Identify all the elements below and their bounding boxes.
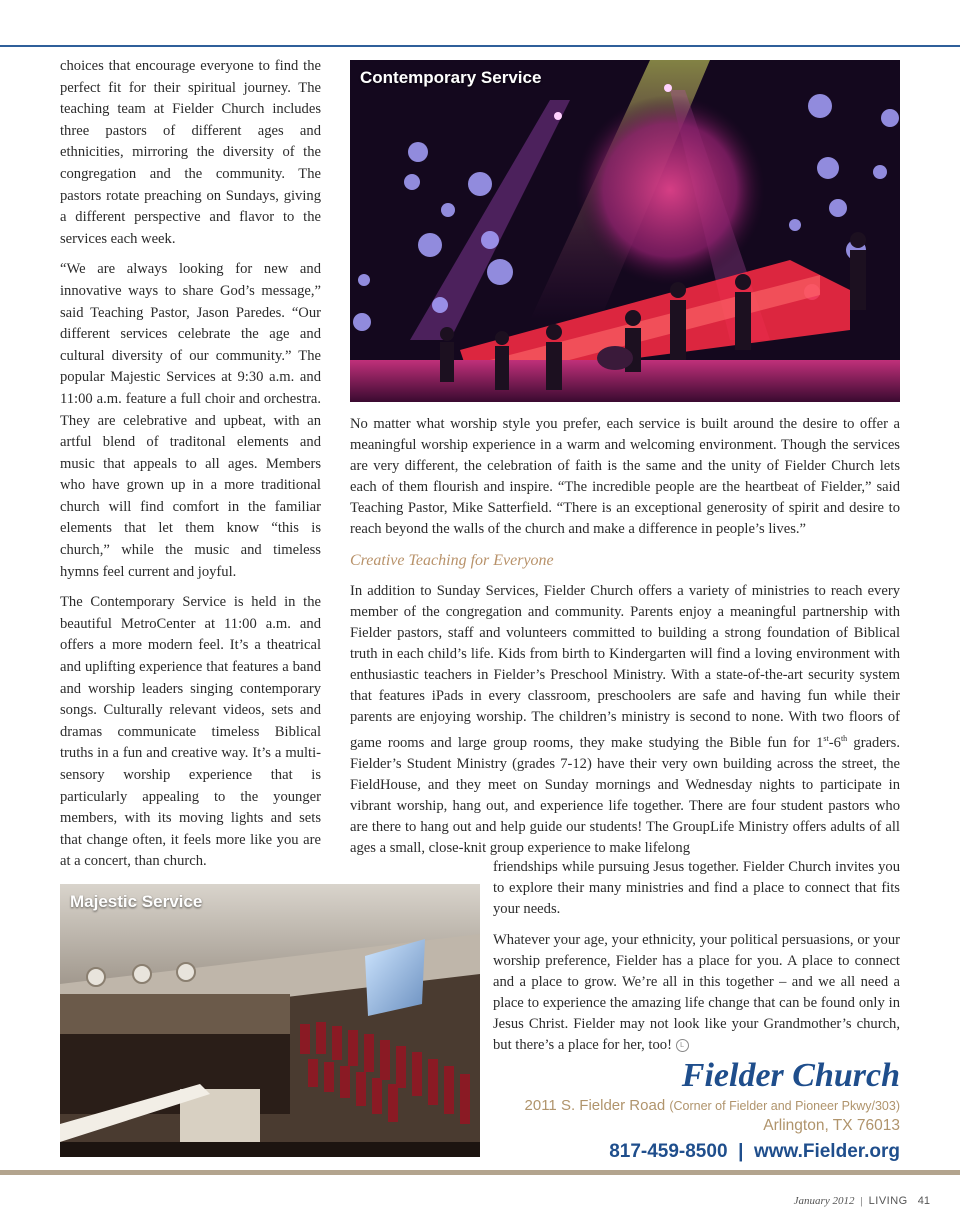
church-name: Fielder Church bbox=[681, 1057, 900, 1094]
church-city: Arlington, TX 76013 bbox=[763, 1117, 900, 1134]
bottom-rule bbox=[0, 1170, 960, 1175]
contemporary-service-photo bbox=[350, 60, 900, 402]
ministries-text-b: graders. Fielder’s Student Ministry (grades 7-12) have their very own building across the street, the FieldHouse, and they meet on Sunday mornings and Wednesday nights to participate in vibrant worship, hang out, and experience life together. There are four student pastors who are there to hang out and help guide our students! The GroupLife Ministry offers adults of all ages a small, close-knit group experience to make lifelong bbox=[350, 734, 900, 856]
superscript-st: st bbox=[823, 734, 829, 743]
closing-text: Whatever your age, your ethnicity, your political persuasions, or your worship preference, Fielder has a place for you. A place to connect and a place to grow. We’re all in this together – and we all need a place to experience the amazing life change that can be found only in Jesus Christ. Fielder may not look like your Grandmother’s church, but there’s a place for her, too! bbox=[493, 932, 900, 1053]
page-footer bbox=[794, 1195, 930, 1207]
ministries-paragraph bbox=[350, 581, 900, 859]
grade-separator: -6 bbox=[828, 734, 841, 751]
top-rule bbox=[0, 45, 960, 47]
concert-stage-illustration bbox=[350, 60, 900, 402]
street-address: 2011 S. Fielder Road bbox=[524, 1097, 666, 1114]
page-number: 41 bbox=[917, 1195, 930, 1207]
sanctuary-choir-illustration bbox=[60, 884, 480, 1157]
footer-separator: | bbox=[860, 1195, 863, 1207]
superscript-th: th bbox=[840, 734, 848, 743]
majestic-photo-caption: Majestic Service bbox=[70, 892, 203, 911]
phone-and-website: 817-459-8500 | www.Fielder.org bbox=[609, 1141, 900, 1162]
end-mark-icon: L bbox=[676, 1039, 689, 1052]
left-paragraph-2: “We are always looking for new and innovative ways to share God’s message,” said Teaching Pastor, Jason Paredes. “Our different services celebrate the age and cultural diversity of our community.” The popular Majestic Services at 9:30 a.m. and 11:00 a.m. feature a full choir and orchestra. They are celebrative and upbeat, with an artful blend of traditonal elements and music that appeals to all ages. Members who have grown up in a more traditional church will find comfort in the familiar elements that let them know “this is church,” while the music and timeless hymns feel current and joyful. bbox=[60, 261, 321, 580]
ministries-continuation: friendships while pursuing Jesus together. Fielder Church invites you to explore their many ministries and find a place to connect that fits your needs. bbox=[493, 859, 900, 917]
contemporary-photo-caption: Contemporary Service bbox=[360, 68, 542, 87]
right-column-lower bbox=[493, 857, 900, 1066]
issue-date: January 2012 bbox=[793, 1195, 855, 1207]
closing-paragraph bbox=[493, 930, 900, 1056]
right-intro-paragraph: No matter what worship style you prefer, each service is built around the desire to offer a meaningful worship experience in a warm and welcoming environment. Though the services are very different, the celebration of faith is the same and the unity of Fielder Church lets each of them flourish and inspire. “The incredible people are the heartbeat of Fielder,” said Teaching Pastor, Mike Satterfield. “There is an exceptional generosity of spirit and desire to reach beyond the walls of the church and make a difference in people’s lives.” bbox=[350, 416, 900, 537]
section-subhead: Creative Teaching for Everyone bbox=[350, 552, 554, 569]
left-column bbox=[60, 56, 321, 882]
right-column bbox=[350, 414, 900, 859]
church-address bbox=[525, 1096, 900, 1116]
left-paragraph-3: The Contemporary Service is held in the beautiful MetroCenter at 11:00 a.m. and offers a more modern feel. It’s a theatrical and uplifting experience that features a band and worship leaders singing contemporary songs. Culturally relevant videos, sets and dramas communicate timeless Biblical truths in a fun and creative way. It’s a multi-sensory worship experience that is particularly appealing to the younger members, with its moving lights and sets that change often, it feels more like you are at a concert, than church. bbox=[60, 594, 321, 870]
church-contact-block bbox=[525, 1056, 900, 1165]
address-note: (Corner of Fielder and Pioneer Pkwy/303) bbox=[669, 1099, 900, 1113]
left-paragraph-1: choices that encourage everyone to find the perfect fit for their spiritual journey. The teaching team at Fielder Church includes three pastors of different ages and ethnicities, mirroring the diversity of the congregation and the community. The pastors rotate preaching on Sundays, giving a different perspective and flavor to the services each week. bbox=[60, 58, 321, 247]
magazine-section: LIVING bbox=[868, 1195, 908, 1207]
ministries-text-a: In addition to Sunday Services, Fielder Church offers a variety of ministries to reach every member of the congregation and community. Parents enjoy a meaningful partnership with Fielder pastors, staff and volunteers committed to building a strong foundation of Biblical truth in each child’s life. Kids from birth to Kindergarten will find a loving environment with enthusiastic teachers in Fielder’s Preschool Ministry. With a state-of-the-art security system that features iPads in every classroom, preschoolers are safe and having fun while their parents are enjoying worship. The children’s ministry is second to none. With two floors of game rooms and large group rooms, they make studying the Bible fun for 1 bbox=[350, 583, 900, 751]
majestic-service-photo bbox=[60, 884, 480, 1157]
